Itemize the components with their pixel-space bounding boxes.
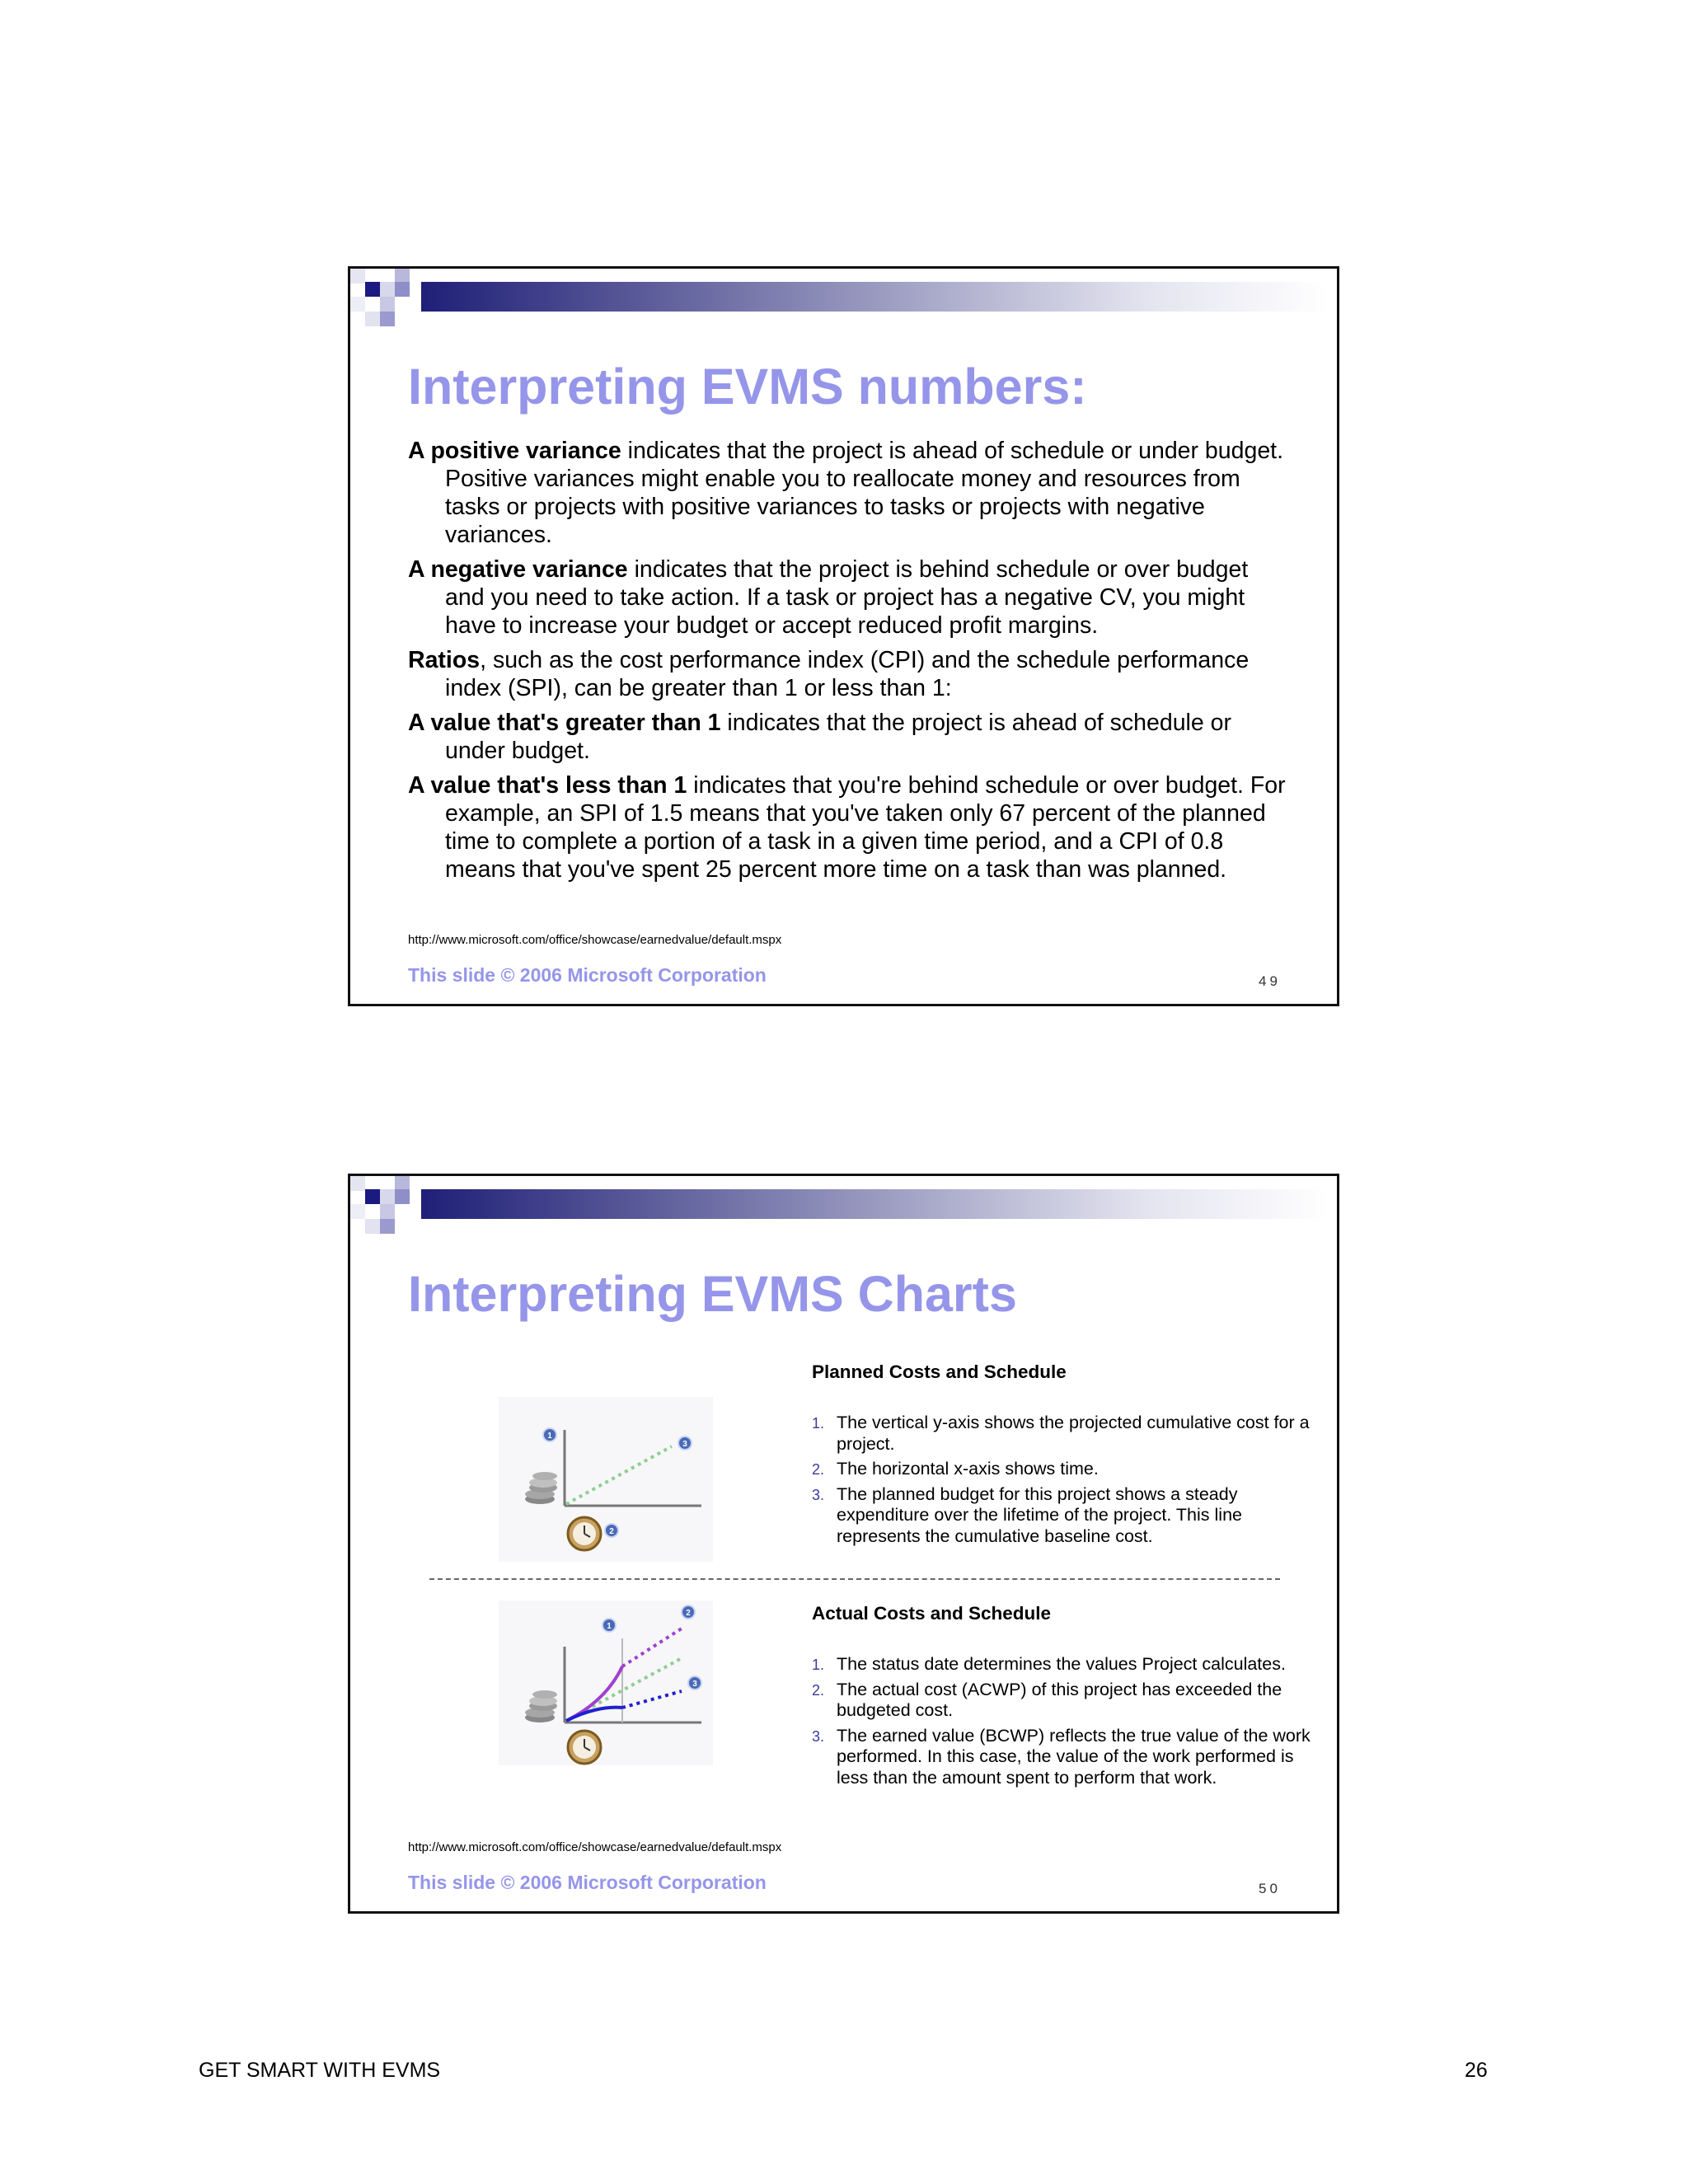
svg-text:1: 1	[547, 1432, 552, 1441]
paragraph-positive-variance	[408, 437, 1290, 549]
callout-3-icon	[688, 1676, 701, 1690]
paragraph-text: indicates that the project is ahead of schedule or under budget.	[445, 710, 1231, 764]
paragraph-less-than-1	[408, 771, 1290, 883]
paragraph-greater-than-1	[408, 709, 1290, 765]
list-text: The horizontal x-axis shows time.	[837, 1459, 1099, 1479]
list-item	[812, 1654, 1315, 1675]
list-text: The status date determines the values Project calculates.	[837, 1654, 1286, 1674]
deco-square	[365, 282, 380, 297]
paragraph-negative-variance	[408, 555, 1290, 640]
deco-square	[380, 1219, 395, 1234]
slide-title: Interpreting EVMS Charts	[408, 1266, 1017, 1322]
paragraph-text: indicates that the project is ahead of schedule or under budget. Positive variances might enable you to reallocate money and resources from tasks or projects with positive variances to tasks or projects with negative variances.	[445, 438, 1284, 548]
callout-2-icon	[605, 1524, 618, 1537]
svg-text:2: 2	[609, 1527, 614, 1536]
svg-text:1: 1	[607, 1622, 612, 1631]
slide-header-decoration	[350, 1176, 1339, 1250]
copyright-notice: This slide © 2006 Microsoft Corporation	[408, 964, 767, 986]
planned-costs-heading: Planned Costs and Schedule	[812, 1361, 1067, 1382]
list-number: 3.	[812, 1727, 825, 1745]
list-number: 2.	[812, 1681, 825, 1699]
list-item	[812, 1484, 1315, 1548]
deco-square	[380, 282, 395, 297]
paragraph-lead: A value that's greater than 1	[408, 710, 721, 736]
source-url: http://www.microsoft.com/office/showcase/earnedvalue/default.mspx	[408, 933, 782, 947]
section-divider	[429, 1578, 1280, 1580]
callout-1-icon	[543, 1428, 556, 1441]
variance-explanations	[408, 437, 1290, 890]
paragraph-lead: Ratios	[408, 647, 481, 673]
deco-square	[365, 1219, 380, 1234]
deco-square	[380, 1204, 395, 1219]
deco-square	[365, 1189, 380, 1204]
paragraph-ratios	[408, 646, 1290, 702]
slide-50	[348, 1174, 1339, 1914]
callout-2-icon	[682, 1605, 695, 1619]
list-number: 2.	[812, 1461, 825, 1478]
list-item	[812, 1680, 1315, 1722]
list-number: 1.	[812, 1415, 825, 1432]
deco-square	[380, 312, 395, 326]
slide-number: 50	[1259, 1881, 1281, 1896]
header-gradient-bar	[421, 1189, 1328, 1219]
deco-square	[350, 269, 365, 284]
actual-costs-list	[812, 1654, 1315, 1793]
deco-square	[350, 1204, 365, 1219]
deco-square	[380, 1189, 395, 1204]
paragraph-text: indicates that you're behind schedule or over budget. For example, an SPI of 1.5 means that you've taken only 67 percent of the planned time to complete a portion of a task in a given time period, and a CPI of 0.8 means that you've spent 25 percent more time on a task than was planned.	[445, 772, 1286, 883]
deco-square	[395, 282, 410, 297]
chart-background	[499, 1397, 713, 1562]
slide-number: 49	[1259, 973, 1281, 989]
paragraph-lead: A value that's less than 1	[408, 772, 687, 799]
callout-1-icon	[603, 1619, 616, 1632]
list-item	[812, 1459, 1315, 1480]
slide-49	[348, 266, 1339, 1006]
svg-text:3: 3	[692, 1680, 697, 1689]
paragraph-text: indicates that the project is behind schedule or over budget and you need to take action. If a task or project has a negative CV, you might have to increase your budget or accept reduced profit margins.	[445, 556, 1249, 639]
paragraph-lead: A negative variance	[408, 556, 628, 583]
clock-icon	[568, 1517, 601, 1550]
list-number: 3.	[812, 1486, 825, 1503]
slide-title: Interpreting EVMS numbers:	[408, 359, 1087, 415]
list-item	[812, 1726, 1315, 1789]
page-footer-title: GET SMART WITH EVMS	[199, 2059, 441, 2082]
svg-text:3: 3	[682, 1440, 687, 1449]
source-url: http://www.microsoft.com/office/showcase/earnedvalue/default.mspx	[408, 1840, 782, 1854]
header-gradient-bar	[421, 282, 1328, 312]
deco-square	[380, 297, 395, 312]
list-item	[812, 1413, 1315, 1455]
deco-square	[365, 312, 380, 326]
page-number: 26	[1465, 2059, 1488, 2082]
list-text: The vertical y-axis shows the projected cumulative cost for a project.	[837, 1413, 1310, 1454]
clock-icon	[568, 1731, 601, 1764]
planned-costs-chart	[499, 1397, 713, 1562]
deco-square	[350, 1176, 365, 1191]
slide-header-decoration	[350, 269, 1339, 343]
paragraph-lead: A positive variance	[408, 438, 621, 464]
list-text: The planned budget for this project shows a steady expenditure over the lifetime of the project. This line represents the cumulative baseline cost.	[837, 1483, 1242, 1546]
planned-costs-list	[812, 1413, 1315, 1551]
svg-text:2: 2	[686, 1609, 691, 1618]
callout-3-icon	[678, 1436, 692, 1450]
actual-costs-heading: Actual Costs and Schedule	[812, 1603, 1052, 1624]
deco-square	[350, 297, 365, 312]
list-text: The actual cost (ACWP) of this project has exceeded the budgeted cost.	[837, 1679, 1282, 1720]
deco-square	[395, 1189, 410, 1204]
actual-costs-chart	[499, 1601, 713, 1765]
paragraph-text: , such as the cost performance index (CPI) and the schedule performance index (SPI), can be greater than 1 or less than 1:	[445, 647, 1250, 701]
copyright-notice: This slide © 2006 Microsoft Corporation	[408, 1872, 767, 1893]
list-number: 1.	[812, 1657, 825, 1673]
list-text: The earned value (BCWP) reflects the true value of the work performed. In this case, the value of the work performed is less than the amount spent to perform that work.	[837, 1725, 1311, 1788]
